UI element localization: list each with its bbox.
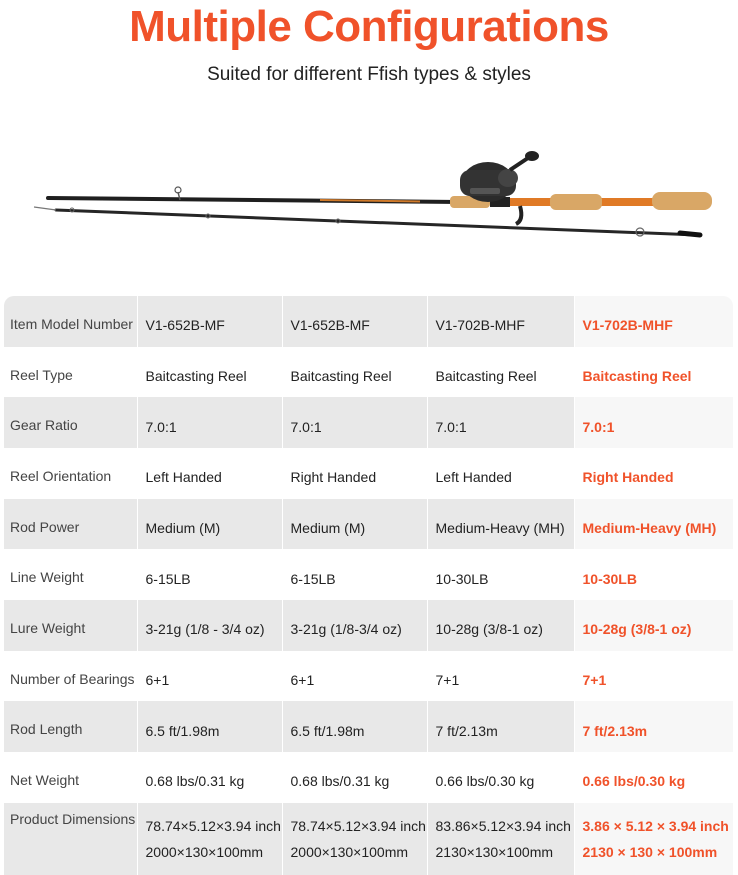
spec-value: Baitcasting Reel <box>427 347 574 398</box>
spec-value-highlight: 0.66 lbs/0.30 kg <box>574 752 733 803</box>
dimensions-inch: 78.74×5.12×3.94 inch <box>290 817 426 834</box>
spec-value: Baitcasting Reel <box>137 347 282 398</box>
spec-value: 10-30LB <box>427 549 574 600</box>
spec-row-model <box>4 296 733 347</box>
spec-value: V1-652B-MF <box>282 296 427 347</box>
spec-value: V1-702B-MHF <box>427 296 574 347</box>
spec-row-rod-length <box>4 701 733 752</box>
spec-value: 7.0:1 <box>137 397 282 448</box>
dimensions-inch: 78.74×5.12×3.94 inch <box>145 817 281 834</box>
spec-value: 0.68 lbs/0.31 kg <box>137 752 282 803</box>
spec-value-highlight: 7.0:1 <box>574 397 733 448</box>
dimensions-mm: 2000×130×100mm <box>145 843 264 860</box>
spec-value-highlight: 7+1 <box>574 651 733 702</box>
spec-value-highlight: V1-702B-MHF <box>574 296 733 347</box>
spec-row-net-weight <box>4 752 733 803</box>
page-title: Multiple Configurations <box>129 2 609 51</box>
spec-value: 6-15LB <box>282 549 427 600</box>
spec-value: 10-28g (3/8-1 oz) <box>427 600 574 651</box>
fishing-rod-and-baitcasting-reel-image <box>20 140 720 260</box>
spec-row-reel-orientation <box>4 448 733 499</box>
dimensions-mm: 2000×130×100mm <box>290 843 409 860</box>
spec-value: 7.0:1 <box>282 397 427 448</box>
spec-value-highlight: 10-30LB <box>574 549 733 600</box>
spec-row-lure-weight <box>4 600 733 651</box>
spec-label: Number of Bearings <box>4 651 137 702</box>
spec-value: 0.66 lbs/0.30 kg <box>427 752 574 803</box>
spec-label: Reel Type <box>4 347 137 398</box>
specification-table <box>4 296 734 875</box>
spec-value: Medium (M) <box>282 499 427 550</box>
spec-value: Medium (M) <box>137 499 282 550</box>
lower-rod-blank <box>56 210 698 235</box>
spec-value: V1-652B-MF <box>137 296 282 347</box>
spec-value: 6+1 <box>282 651 427 702</box>
spec-value <box>282 803 427 875</box>
spec-value: Baitcasting Reel <box>282 347 427 398</box>
spec-value: 6-15LB <box>137 549 282 600</box>
spec-label: Net Weight <box>4 752 137 803</box>
spec-value: 0.68 lbs/0.31 kg <box>282 752 427 803</box>
spec-row-gear-ratio <box>4 397 733 448</box>
spec-row-rod-power <box>4 499 733 550</box>
spec-value-highlight: Baitcasting Reel <box>574 347 733 398</box>
spec-label: Product Dimensions <box>4 803 137 875</box>
spec-value <box>137 803 282 875</box>
spec-row-reel-type <box>4 347 733 398</box>
spec-row-dimensions <box>4 803 733 875</box>
page-subtitle: Suited for different Ffish types & styles <box>207 64 531 85</box>
spec-value-highlight: 7 ft/2.13m <box>574 701 733 752</box>
spec-value: 7.0:1 <box>427 397 574 448</box>
spec-value: Left Handed <box>427 448 574 499</box>
spec-value: 3-21g (1/8 - 3/4 oz) <box>137 600 282 651</box>
spec-value-highlight: Medium-Heavy (MH) <box>574 499 733 550</box>
spec-label: Item Model Number <box>4 296 137 347</box>
spec-label: Gear Ratio <box>4 397 137 448</box>
spec-row-line-weight <box>4 549 733 600</box>
spec-label: Lure Weight <box>4 600 137 651</box>
spec-label: Rod Length <box>4 701 137 752</box>
dimensions-mm: 2130 × 130 × 100mm <box>582 843 718 860</box>
spec-label: Rod Power <box>4 499 137 550</box>
dimensions-inch: 3.86 × 5.12 × 3.94 inch <box>582 817 729 834</box>
spec-label: Line Weight <box>4 549 137 600</box>
spec-value-highlight <box>574 803 733 875</box>
spec-value <box>427 803 574 875</box>
spec-value: 3-21g (1/8-3/4 oz) <box>282 600 427 651</box>
spec-value-highlight: Right Handed <box>574 448 733 499</box>
spec-value: 6.5 ft/1.98m <box>282 701 427 752</box>
dimensions-mm: 2130×130×100mm <box>435 843 554 860</box>
spec-value: Medium-Heavy (MH) <box>427 499 574 550</box>
spec-row-bearings <box>4 651 733 702</box>
baitcasting-reel-icon <box>460 151 539 202</box>
dimensions-inch: 83.86×5.12×3.94 inch <box>435 817 571 834</box>
spec-value: 6+1 <box>137 651 282 702</box>
spec-value: Right Handed <box>282 448 427 499</box>
spec-value: Left Handed <box>137 448 282 499</box>
spec-value-highlight: 10-28g (3/8-1 oz) <box>574 600 733 651</box>
spec-label: Reel Orientation <box>4 448 137 499</box>
spec-value: 6.5 ft/1.98m <box>137 701 282 752</box>
spec-value: 7 ft/2.13m <box>427 701 574 752</box>
spec-value: 7+1 <box>427 651 574 702</box>
